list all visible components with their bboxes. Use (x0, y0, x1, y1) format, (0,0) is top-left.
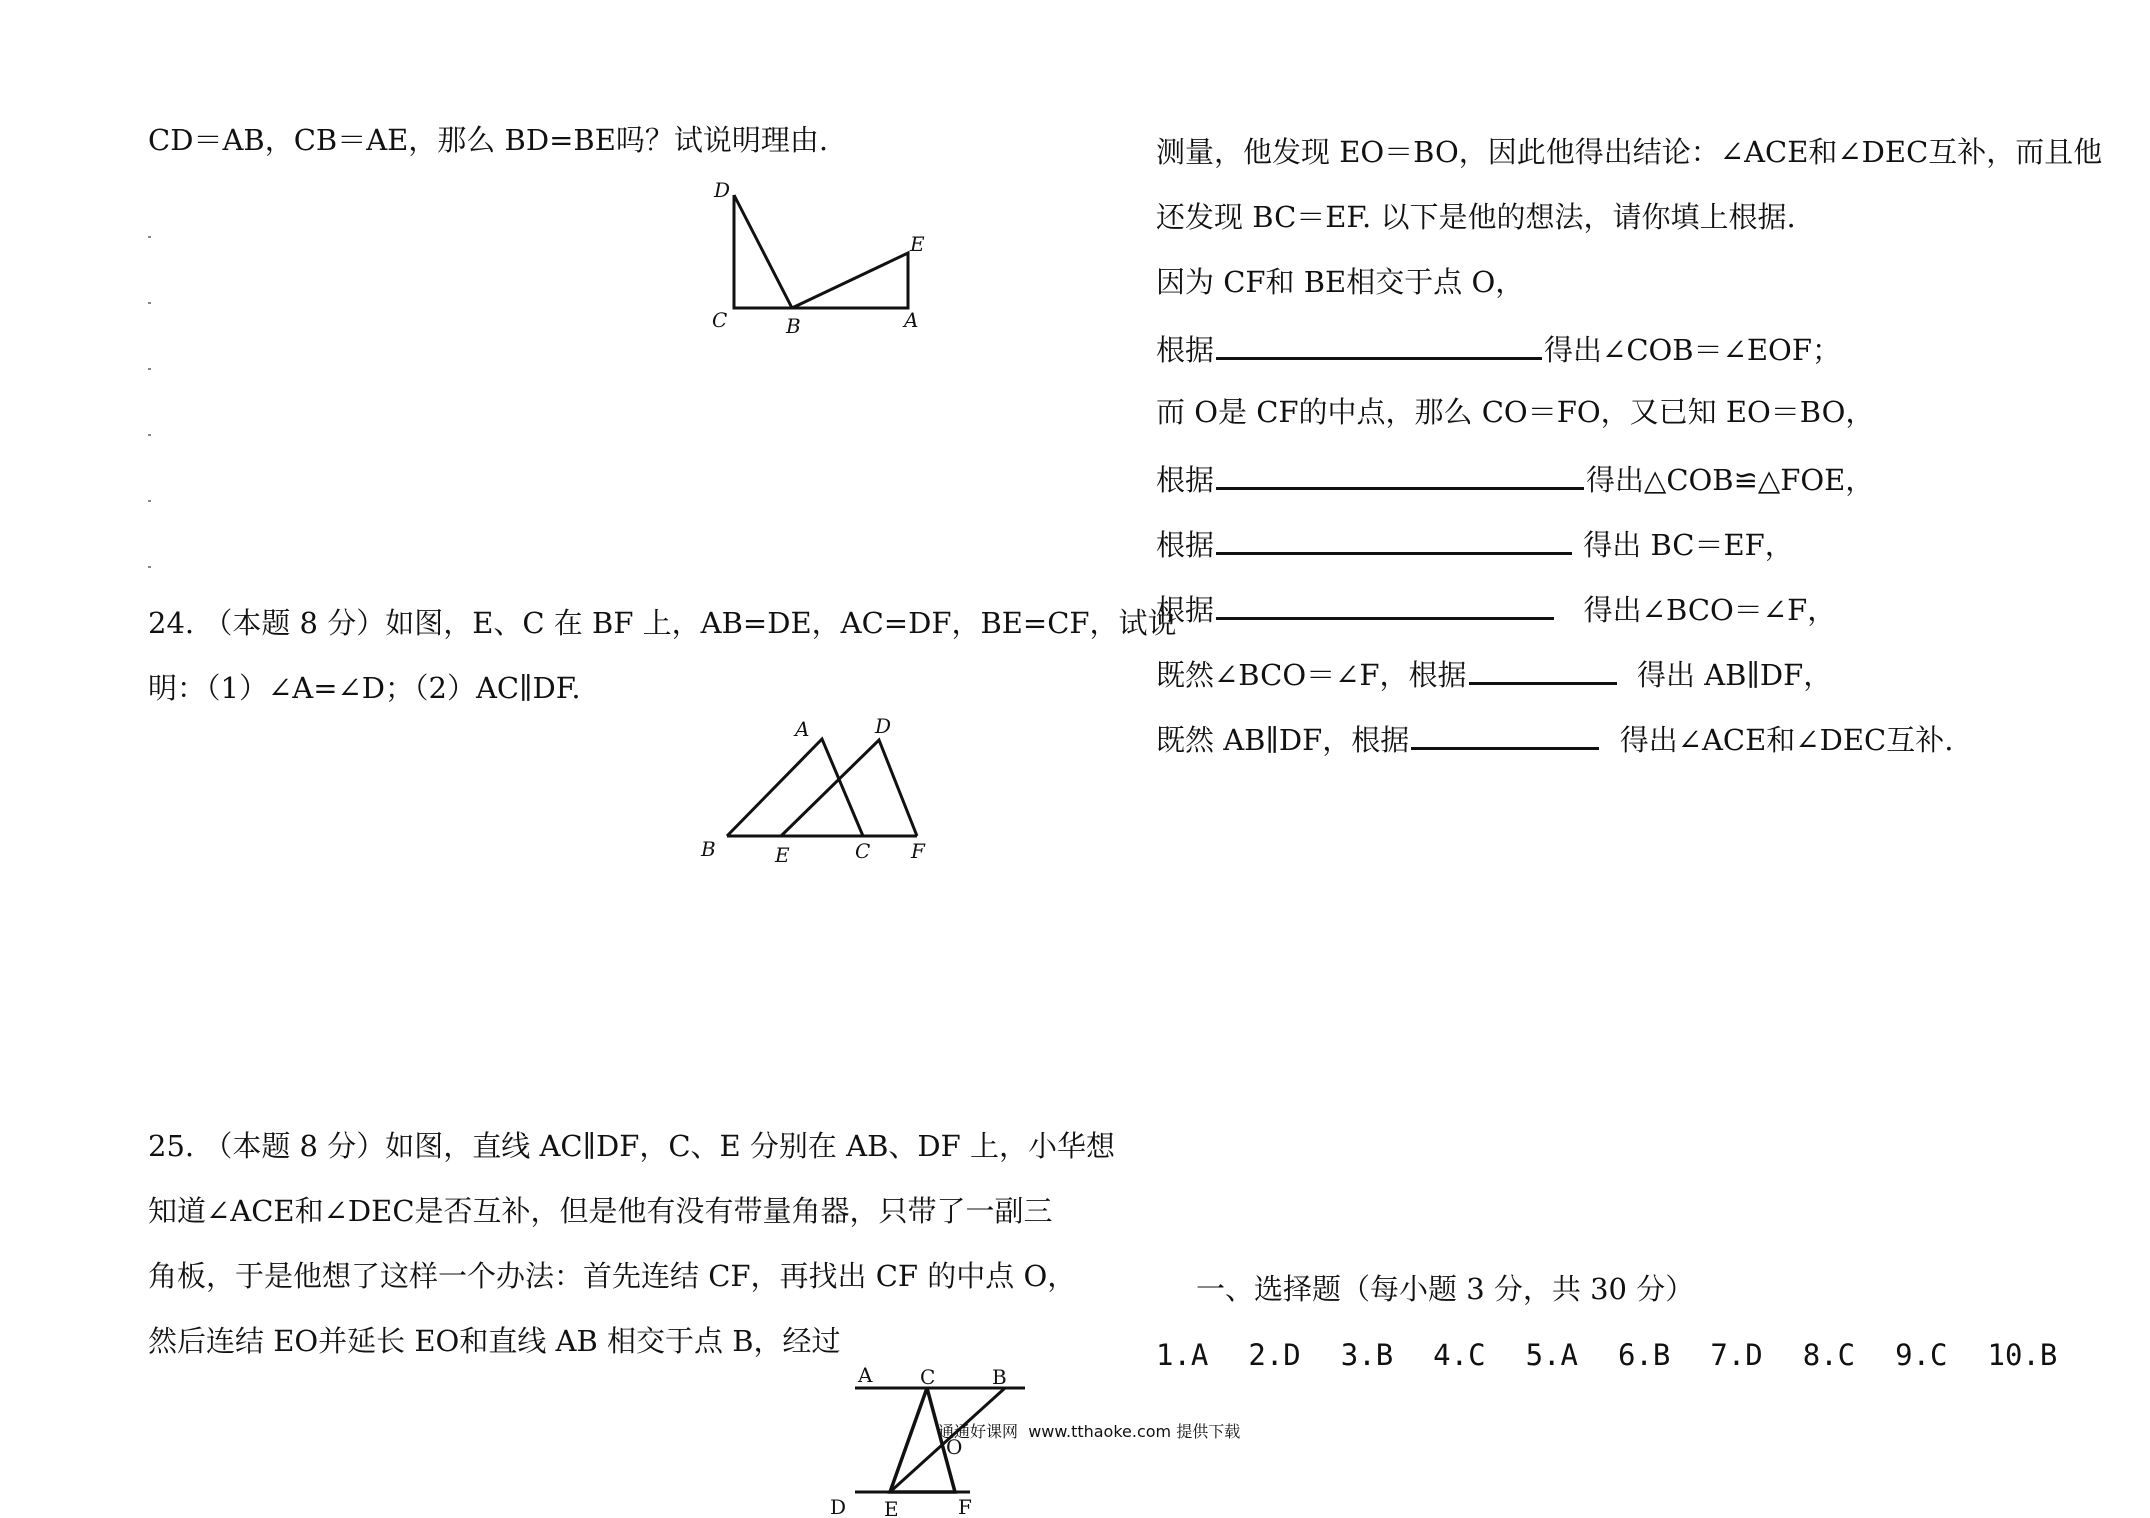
answer-blank-6[interactable] (1411, 719, 1599, 750)
reason-row-1 (1156, 329, 1841, 368)
answer-blank-4[interactable] (1216, 589, 1554, 620)
reason-row-4-prefix: 根据 (1156, 593, 1215, 627)
reason-row-3-prefix: 根据 (1156, 528, 1215, 562)
answer-blank-2[interactable] (1216, 459, 1584, 490)
answer-blank-3[interactable] (1216, 524, 1572, 555)
reason-row-6-prefix: 既然 AB∥DF，根据 (1156, 723, 1410, 757)
reason-row-4 (1156, 589, 1836, 628)
answer-item: 3.B (1340, 1338, 1394, 1372)
answer-item: 4.C (1433, 1338, 1486, 1372)
fig3-label-f: F (958, 1495, 972, 1518)
reason-row-5-suffix: 得出 AB∥DF， (1636, 658, 1833, 692)
reason-row-3-suffix: 得出 BC＝EF， (1583, 528, 1794, 562)
q25-line-3: 角板，于是他想了这样一个办法：首先连结 CF，再找出 CF 的中点 O， (148, 1259, 1077, 1293)
footer-watermark (938, 1419, 1240, 1442)
q23-text-tail: CD＝AB，CB＝AE，那么 BD=BE吗？试说明理由. (148, 123, 829, 157)
fig3-label-o: O (946, 1435, 963, 1459)
margin-tick (148, 302, 151, 304)
answer-item: 6.B (1617, 1338, 1671, 1372)
q25-line-2: 知道∠ACE和∠DEC是否互补，但是他有没有带量角器，只带了一副三 (148, 1194, 1053, 1228)
right-line-5: 而 O是 CF的中点，那么 CO＝FO，又已知 EO＝BO， (1156, 395, 1875, 429)
answer-item: 10.B (1987, 1338, 2058, 1372)
reason-row-6 (1156, 719, 1953, 758)
answer-item: 5.A (1525, 1338, 1578, 1372)
fig3-label-d: D (830, 1495, 847, 1518)
fig2-label-e: E (775, 843, 790, 867)
fig1-label-e: E (910, 232, 925, 256)
answer-blank-1[interactable] (1216, 329, 1542, 360)
margin-tick (148, 434, 151, 436)
fig1-label-c: C (712, 308, 728, 332)
answer-item: 2.D (1248, 1338, 1301, 1372)
fig2-label-c: C (855, 839, 871, 863)
right-line-2: 还发现 BC＝EF. 以下是他的想法，请你填上根据. (1156, 200, 1796, 234)
reason-row-6-suffix: 得出∠ACE和∠DEC互补. (1619, 723, 1954, 757)
reason-row-2-prefix: 根据 (1156, 463, 1215, 497)
right-line-1: 测量，他发现 EO＝BO，因此他得出结论：∠ACE和∠DEC互补，而且他 (1156, 135, 2103, 169)
reason-row-5-prefix: 既然∠BCO＝∠F，根据 (1156, 658, 1467, 692)
answer-item: 7.D (1710, 1338, 1763, 1372)
q25-line-1: 25. （本题 8 分）如图，直线 AC∥DF，C、E 分别在 AB、DF 上，小华想 (148, 1129, 1115, 1163)
reason-row-2-suffix: 得出△COB≌△FOE， (1586, 463, 1875, 497)
q24-line-2: 明：（1）∠A=∠D；（2）AC∥DF. (148, 671, 581, 705)
figure-q24 (695, 712, 945, 867)
fig3-label-b: B (992, 1365, 1007, 1389)
answer-item: 8.C (1802, 1338, 1856, 1372)
answer-section-heading: 一、选择题（每小题 3 分，共 30 分） (1196, 1272, 1695, 1306)
footer-url[interactable]: www.tthaoke.com (1028, 1422, 1172, 1441)
reason-row-1-prefix: 根据 (1156, 333, 1215, 367)
q25-line-4: 然后连结 EO并延长 EO和直线 AB 相交于点 B，经过 (148, 1324, 841, 1358)
fig1-label-a: A (904, 308, 919, 332)
fig3-label-c: C (920, 1365, 936, 1389)
fig2-label-d: D (875, 714, 892, 738)
margin-tick (148, 368, 151, 370)
reason-row-5 (1156, 654, 1832, 693)
fig2-label-a: A (795, 717, 810, 741)
reason-row-3 (1156, 524, 1794, 563)
fig1-label-b: B (786, 314, 801, 338)
reason-row-4-suffix: 得出∠BCO＝∠F， (1583, 593, 1837, 627)
reason-row-2 (1156, 459, 1874, 498)
margin-tick (148, 500, 151, 502)
reason-row-1-suffix: 得出∠COB＝∠EOF； (1544, 333, 1841, 367)
answer-item: 1.A (1156, 1338, 1209, 1372)
answer-key (1156, 1338, 2057, 1372)
fig1-label-d: D (714, 178, 731, 202)
fig3-label-a: A (858, 1363, 873, 1387)
figure-q23 (700, 175, 940, 340)
answer-item: 9.C (1895, 1338, 1948, 1372)
right-line-3: 因为 CF和 BE相交于点 O， (1156, 265, 1525, 299)
margin-tick (148, 566, 151, 568)
fig2-label-b: B (701, 837, 716, 861)
footer-suffix: 提供下载 (1176, 1422, 1241, 1441)
footer-site-name: 通通好课网 (938, 1422, 1019, 1441)
fig2-label-f: F (911, 839, 925, 863)
q24-line-1: 24. （本题 8 分）如图，E、C 在 BF 上，AB=DE，AC=DF，BE=CF，试说 (148, 606, 1177, 640)
margin-tick (148, 236, 151, 238)
answer-blank-5[interactable] (1469, 654, 1617, 685)
fig3-label-e: E (884, 1497, 899, 1518)
